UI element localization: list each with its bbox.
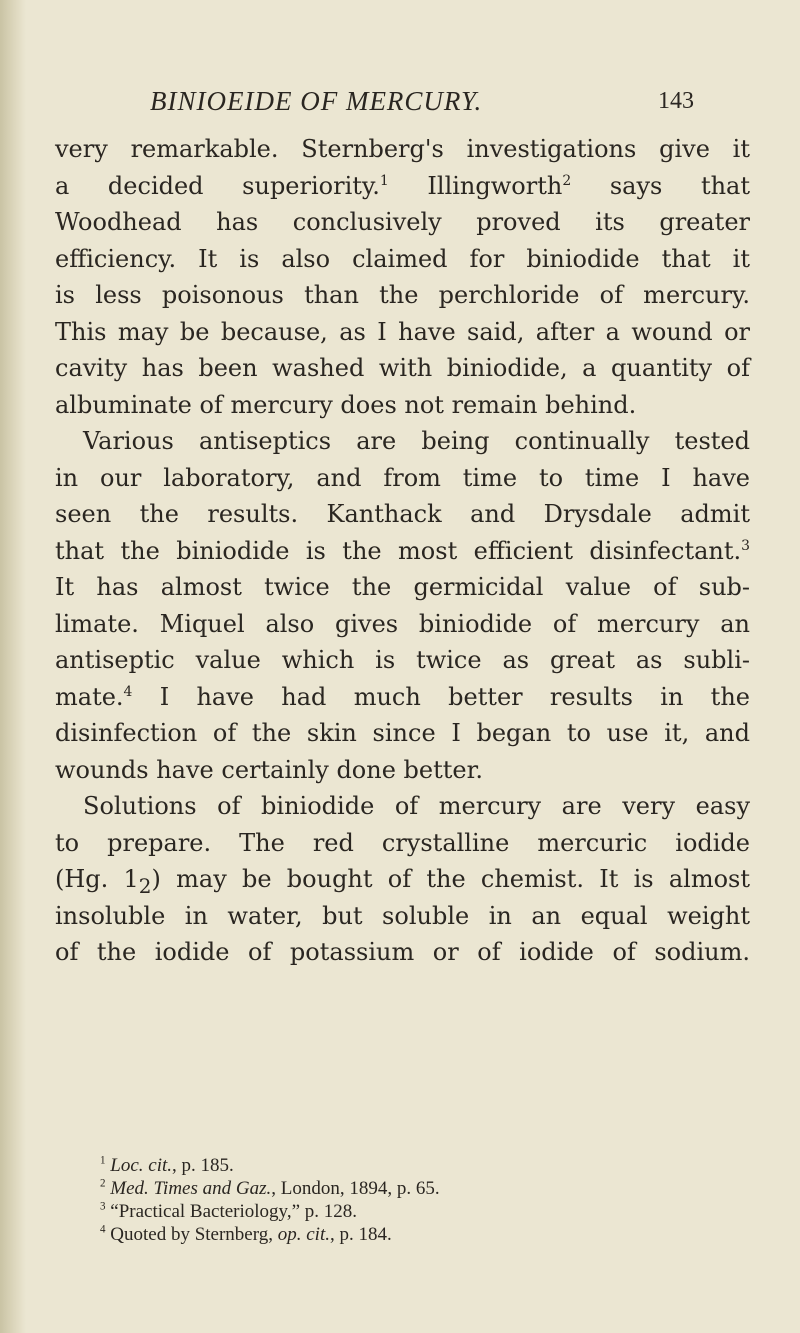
text-line: is less poisonous than the perchloride of mercury. [55, 281, 750, 309]
text-line: to prepare. The red crystalline mercuric iodide [55, 828, 750, 857]
text-line: Various antiseptics are being continually tested [83, 427, 750, 455]
subscript: 2 [138, 873, 152, 898]
text-line: seen the results. Kanthack and Drysdale admit [55, 500, 750, 528]
footnote-mark: 3 [741, 537, 750, 554]
text-line: antiseptic value which is twice as great as subli- [55, 646, 750, 674]
footnote: $^1$ Loc. cit., p. 185. [100, 1154, 234, 1176]
text-line: mate.$^4$ I have had much better results in the [55, 682, 750, 711]
text-line: Solutions of biniodide of mercury are very easy [83, 792, 750, 820]
footnote: $^2$ Med. Times and Gaz., London, 1894, p. 65. [100, 1177, 440, 1199]
footnote-mark: 4 [123, 683, 133, 700]
footnotes [100, 1154, 740, 1246]
citation-title: Med. Times and Gaz. [110, 1178, 272, 1199]
page-number: 143 [658, 88, 694, 114]
footnote: $^3$ “Practical Bacteriology,” p. 128. [100, 1200, 357, 1222]
running-title: BINIOEIDE OF MERCURY. [150, 86, 483, 116]
text-line: Woodhead has conclusively proved its greater [55, 208, 750, 236]
text-line: disinfection of the skin since I began to use it, and [55, 719, 750, 747]
page-edge [0, 0, 26, 1333]
page-header [100, 86, 700, 126]
text-line: efficiency. It is also claimed for biniodide that it [55, 244, 750, 273]
text-line: cavity has been washed with biniodide, a quantity of [55, 354, 750, 382]
text-line: (Hg. $1_2$) may be bought of the chemist. It is almost [55, 865, 750, 898]
text-line: insoluble in water, but soluble in an equal weight [55, 901, 750, 930]
text-line: It has almost twice the germicidal value of sub- [55, 573, 750, 601]
footnote-number: 2 [100, 1177, 106, 1190]
text-line: limate. Miquel also gives biniodide of mercury an [55, 609, 750, 638]
text-line: a decided superiority.$^1$ Illingworth$^2$ says that [55, 171, 750, 200]
text-line: that the biniodide is the most efficient disinfectant.$^3$ [55, 536, 750, 565]
text-line: very remarkable. Sternberg's investigations give it [55, 135, 750, 163]
footnote-number: 3 [100, 1200, 106, 1213]
citation-title: Loc. cit. [110, 1155, 173, 1176]
text-line: in our laboratory, and from time to time I have [55, 463, 750, 492]
citation-title: op. cit. [277, 1224, 330, 1245]
text-line: albuminate of mercury does not remain behind. [55, 390, 637, 419]
footnote: $^4$ Quoted by Sternberg, op. cit., p. 184. [100, 1223, 392, 1245]
footnote-number: 4 [100, 1223, 106, 1236]
footnote-number: 1 [100, 1154, 106, 1167]
text-line: of the iodide of potassium or of iodide of sodium. [55, 938, 750, 966]
footnote-mark: 1 [379, 172, 389, 189]
footnote-mark: 2 [562, 172, 572, 189]
text-line: wounds have certainly done better. [55, 755, 484, 784]
text-line: This may be because, as I have said, after a wound or [55, 317, 750, 346]
body-text [55, 131, 750, 971]
